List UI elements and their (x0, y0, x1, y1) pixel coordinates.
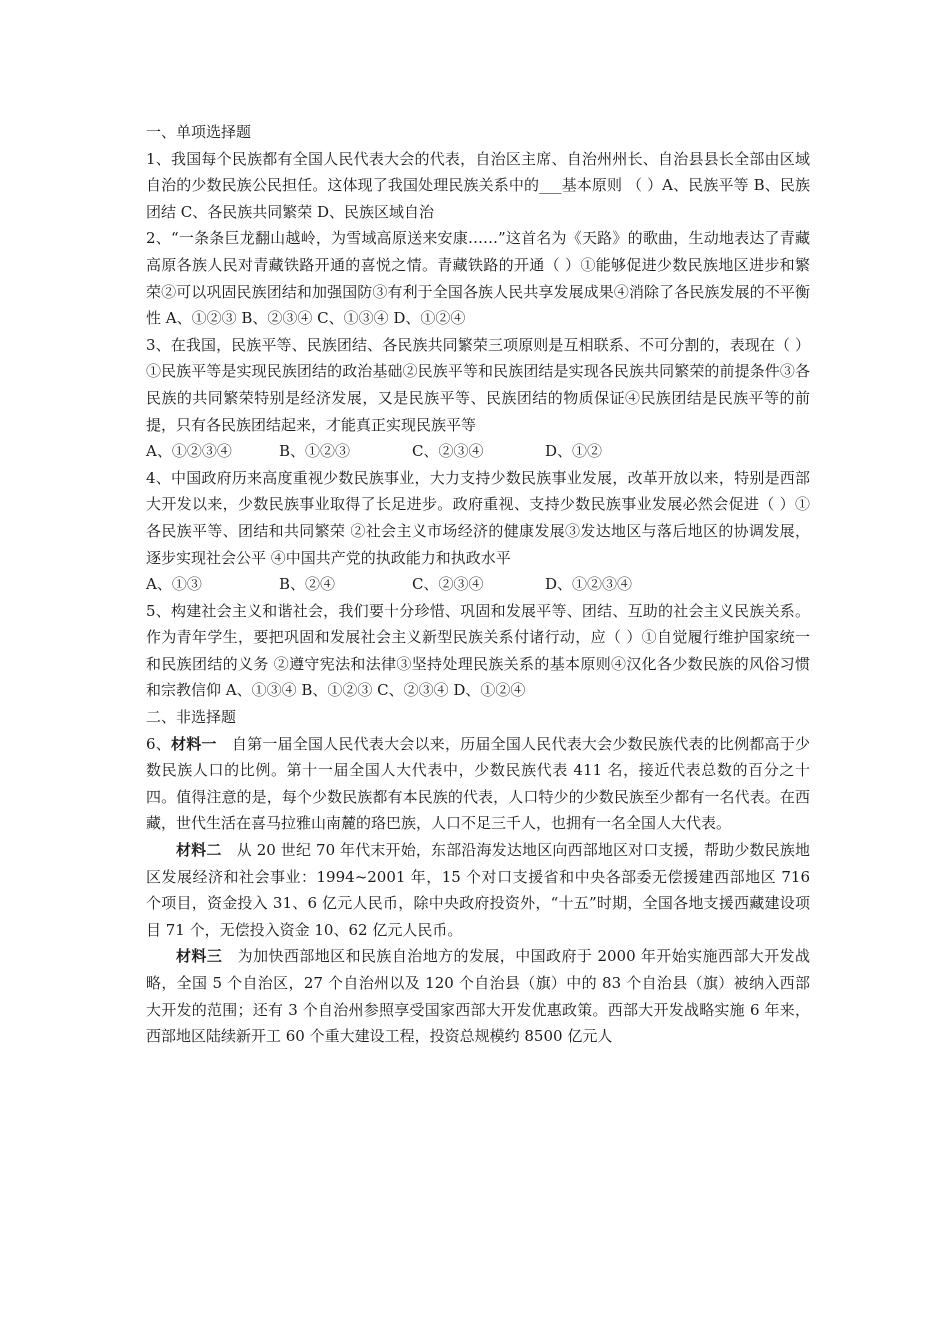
question-5: 5、构建社会主义和谐社会，我们要十分珍惜、巩固和发展平等、团结、互助的社会主义民族关系。作为青年学生，要把巩固和发展社会主义新型民族关系付诸行动，应（ ）①自觉履行维护国家统一和民族团结的义务 ②遵守宪法和法律③坚持处理民族关系的基本原则④汉化各少数民族的风俗习惯和宗教信仰 A、①③④ B、①②③ C、②③④ D、①②④ (146, 601, 810, 700)
document-page (146, 119, 810, 1050)
section-title-single-choice: 一、单项选择题 (146, 123, 252, 141)
option-c: C、②③④ (412, 442, 484, 461)
option-b: B、①②③ (279, 442, 351, 461)
question-2: 2、“一条条巨龙翻山越岭，为雪域高原送来安康……”这首名为《天路》的歌曲，生动地表达了青藏高原各族人民对青藏铁路开通的喜悦之情。青藏铁路的开通（ ）①能够促进少数民族地区进步和繁荣②可以巩固民族团结和加强国防③有利于全国各族人民共享发展成果④消除了各民族发展的不平衡性 A、①②③ B、②③④ C、①③④ D、①②④ (146, 229, 810, 328)
option-a: A、①③ (146, 575, 202, 594)
material-2-label: 材料二 (176, 841, 222, 860)
material-3-label: 材料三 (176, 947, 223, 966)
option-c: C、②③④ (412, 575, 484, 594)
option-d: D、①②③④ (545, 575, 633, 594)
option-b: B、②④ (279, 575, 336, 594)
section-title-non-choice: 二、非选择题 (146, 708, 237, 727)
material-2-text: 从 20 世纪 70 年代末开始，东部沿海发达地区向西部地区对口支援，帮助少数民族地区发展经济和社会事业：1994~2001 年，15 个对口支援省和中央各部委无偿援建西部地区 716 个项目，资金投入 31、6 亿元人民币，除中央政府投资外，“十五”时期，全国各地支援西藏建设项目 71 个，无偿投入资金 10、62 亿元人民币。 (146, 841, 810, 939)
material-1-text: 自第一届全国人民代表大会以来，历届全国人民代表大会少数民族代表的比例都高于少数民族人口的比例。第十一届全国人大代表中，少数民族代表 411 名，接近代表总数的百分之十四。值得注意的是，每个少数民族都有本民族的代表，人口特少的少数民族至少都有一名代表。在西藏，世代生活在喜马拉雅山南麓的珞巴族，人口不足三千人，也拥有一名全国人大代表。 (146, 734, 810, 833)
question-4-options (146, 571, 810, 598)
question-6-number: 6、 (146, 734, 171, 753)
material-3-text: 为加快西部地区和民族自治地方的发展，中国政府于 2000 年开始实施西部大开发战略，全国 5 个自治区，27 个自治州以及 120 个自治县（旗）中的 83 个自治县（旗）被纳入西部大开发的范围；还有 3 个自治州参照享受国家西部大开发优惠政策。西部大开发战略实施 6 年来，西部地区陆续新开工 60 个重大建设工程，投资总规模约 8500 亿元人 (146, 947, 810, 1046)
question-3: 3、在我国，民族平等、民族团结、各民族共同繁荣三项原则是互相联系、不可分割的，表现在（ ）①民族平等是实现民族团结的政治基础②民族平等和民族团结是实现各民族共同繁荣的前提条件③各民族的共同繁荣特别是经济发展，又是民族平等、民族团结的物质保证④民族团结是民族平等的前提，只有各民族团结起来，才能真正实现民族平等 (146, 335, 810, 434)
question-6-material-3 (146, 943, 810, 1049)
question-6-material-1 (146, 731, 810, 837)
question-3-options (146, 438, 810, 465)
question-1: 1、我国每个民族都有全国人民代表大会的代表，自治区主席、自治州州长、自治县县长全部由区域自治的少数民族公民担任。这体现了我国处理民族关系中的___基本原则 （ ）A、民族平等 B、民族团结 C、各民族共同繁荣 D、民族区域自治 (146, 149, 810, 221)
question-6-material-2 (146, 837, 810, 943)
option-d: D、①② (545, 442, 603, 461)
option-a: A、①②③④ (146, 442, 232, 461)
material-1-label: 材料一 (170, 734, 217, 753)
question-4: 4、中国政府历来高度重视少数民族事业，大力支持少数民族事业发展，改革开放以来，特别是西部大开发以来，少数民族事业取得了长足进步。政府重视、支持少数民族事业发展必然会促进（ ）①各民族平等、团结和共同繁荣 ②社会主义市场经济的健康发展③发达地区与落后地区的协调发展，逐步实现社会公平 ④中国共产党的执政能力和执政水平 (146, 468, 810, 567)
